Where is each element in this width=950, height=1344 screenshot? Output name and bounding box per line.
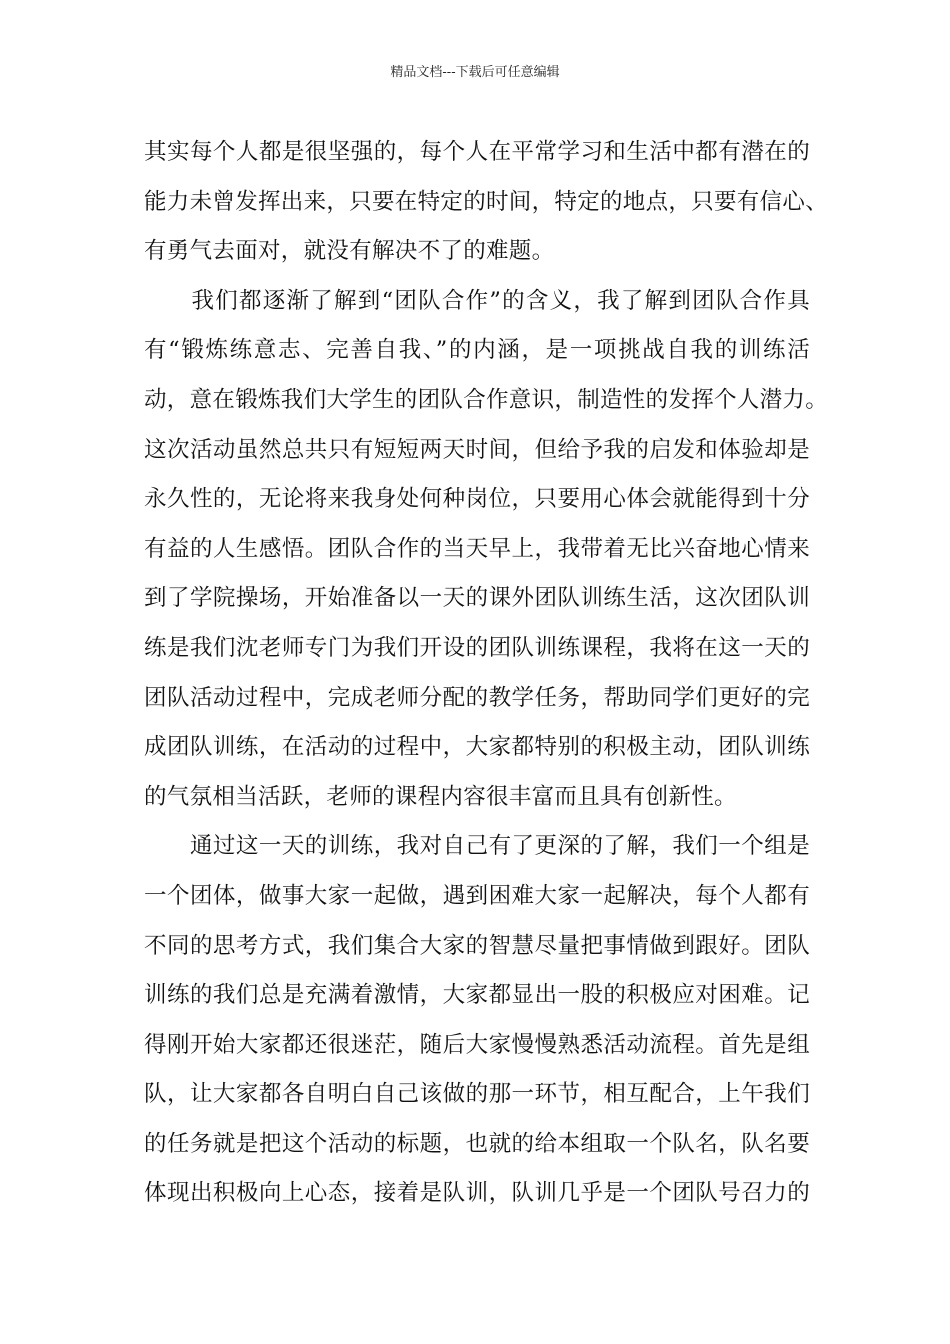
body-text	[144, 136, 829, 1227]
page-header: 精品文档---下载后可任意编辑	[390, 65, 560, 80]
text-line: 得刚开始大家都还很迷茫，随后大家慢慢熟悉活动流程。首先是组	[144, 1031, 810, 1058]
text-line: 其实每个人都是很坚强的，每个人在平常学习和生活中都有潜在的	[144, 139, 810, 165]
text-line: 一个团体，做事大家一起做，遇到困难大家一起解决，每个人都有	[144, 882, 810, 909]
text-line: 有“锻炼练意志、完善自我、”的内涵，是一项挑战自我的训练活	[144, 337, 810, 364]
text-line: 成团队训练，在活动的过程中，大家都特别的积极主动，团队训练	[144, 734, 810, 761]
text-line: 团队活动过程中，完成老师分配的教学任务，帮助同学们更好的完	[144, 684, 810, 711]
text-line: 通过这一天的训练，我对自己有了更深的了解，我们一个组是	[144, 833, 810, 860]
text-line: 有勇气去面对，就没有解决不了的难题。	[144, 238, 555, 265]
text-line: 的气氛相当活跃，老师的课程内容很丰富而且具有创新性。	[144, 783, 737, 810]
text-line: 动，意在锻炼我们大学生的团队合作意识，制造性的发挥个人潜力。	[144, 386, 829, 413]
text-line: 到了学院操场，开始准备以一天的课外团队训练生活，这次团队训	[144, 585, 810, 612]
text-line: 能力未曾发挥出来，只要在特定的时间，特定的地点，只要有信心、	[144, 188, 829, 215]
text-line: 我们都逐渐了解到“团队合作”的含义，我了解到团队合作具	[144, 287, 810, 314]
text-line: 不同的思考方式，我们集合大家的智慧尽量把事情做到跟好。团队	[144, 932, 810, 959]
text-line: 这次活动虽然总共只有短短两天时间，但给予我的启发和体验却是	[144, 436, 810, 463]
text-line: 练是我们沈老师专门为我们开设的团队训练课程，我将在这一天的	[144, 634, 810, 661]
text-line: 队，让大家都各自明白自己该做的那一环节，相互配合，上午我们	[144, 1081, 810, 1108]
text-line: 的任务就是把这个活动的标题，也就的给本组取一个队名，队名要	[144, 1130, 810, 1157]
text-line: 永久性的，无论将来我身处何种岗位，只要用心体会就能得到十分	[144, 486, 810, 513]
text-line: 体现出积极向上心态，接着是队训，队训几乎是一个团队号召力的	[144, 1180, 810, 1207]
text-line: 有益的人生感悟。团队合作的当天早上，我带着无比兴奋地心情来	[144, 535, 810, 562]
text-line: 训练的我们总是充满着激情，大家都显出一股的积极应对困难。记	[144, 982, 810, 1009]
